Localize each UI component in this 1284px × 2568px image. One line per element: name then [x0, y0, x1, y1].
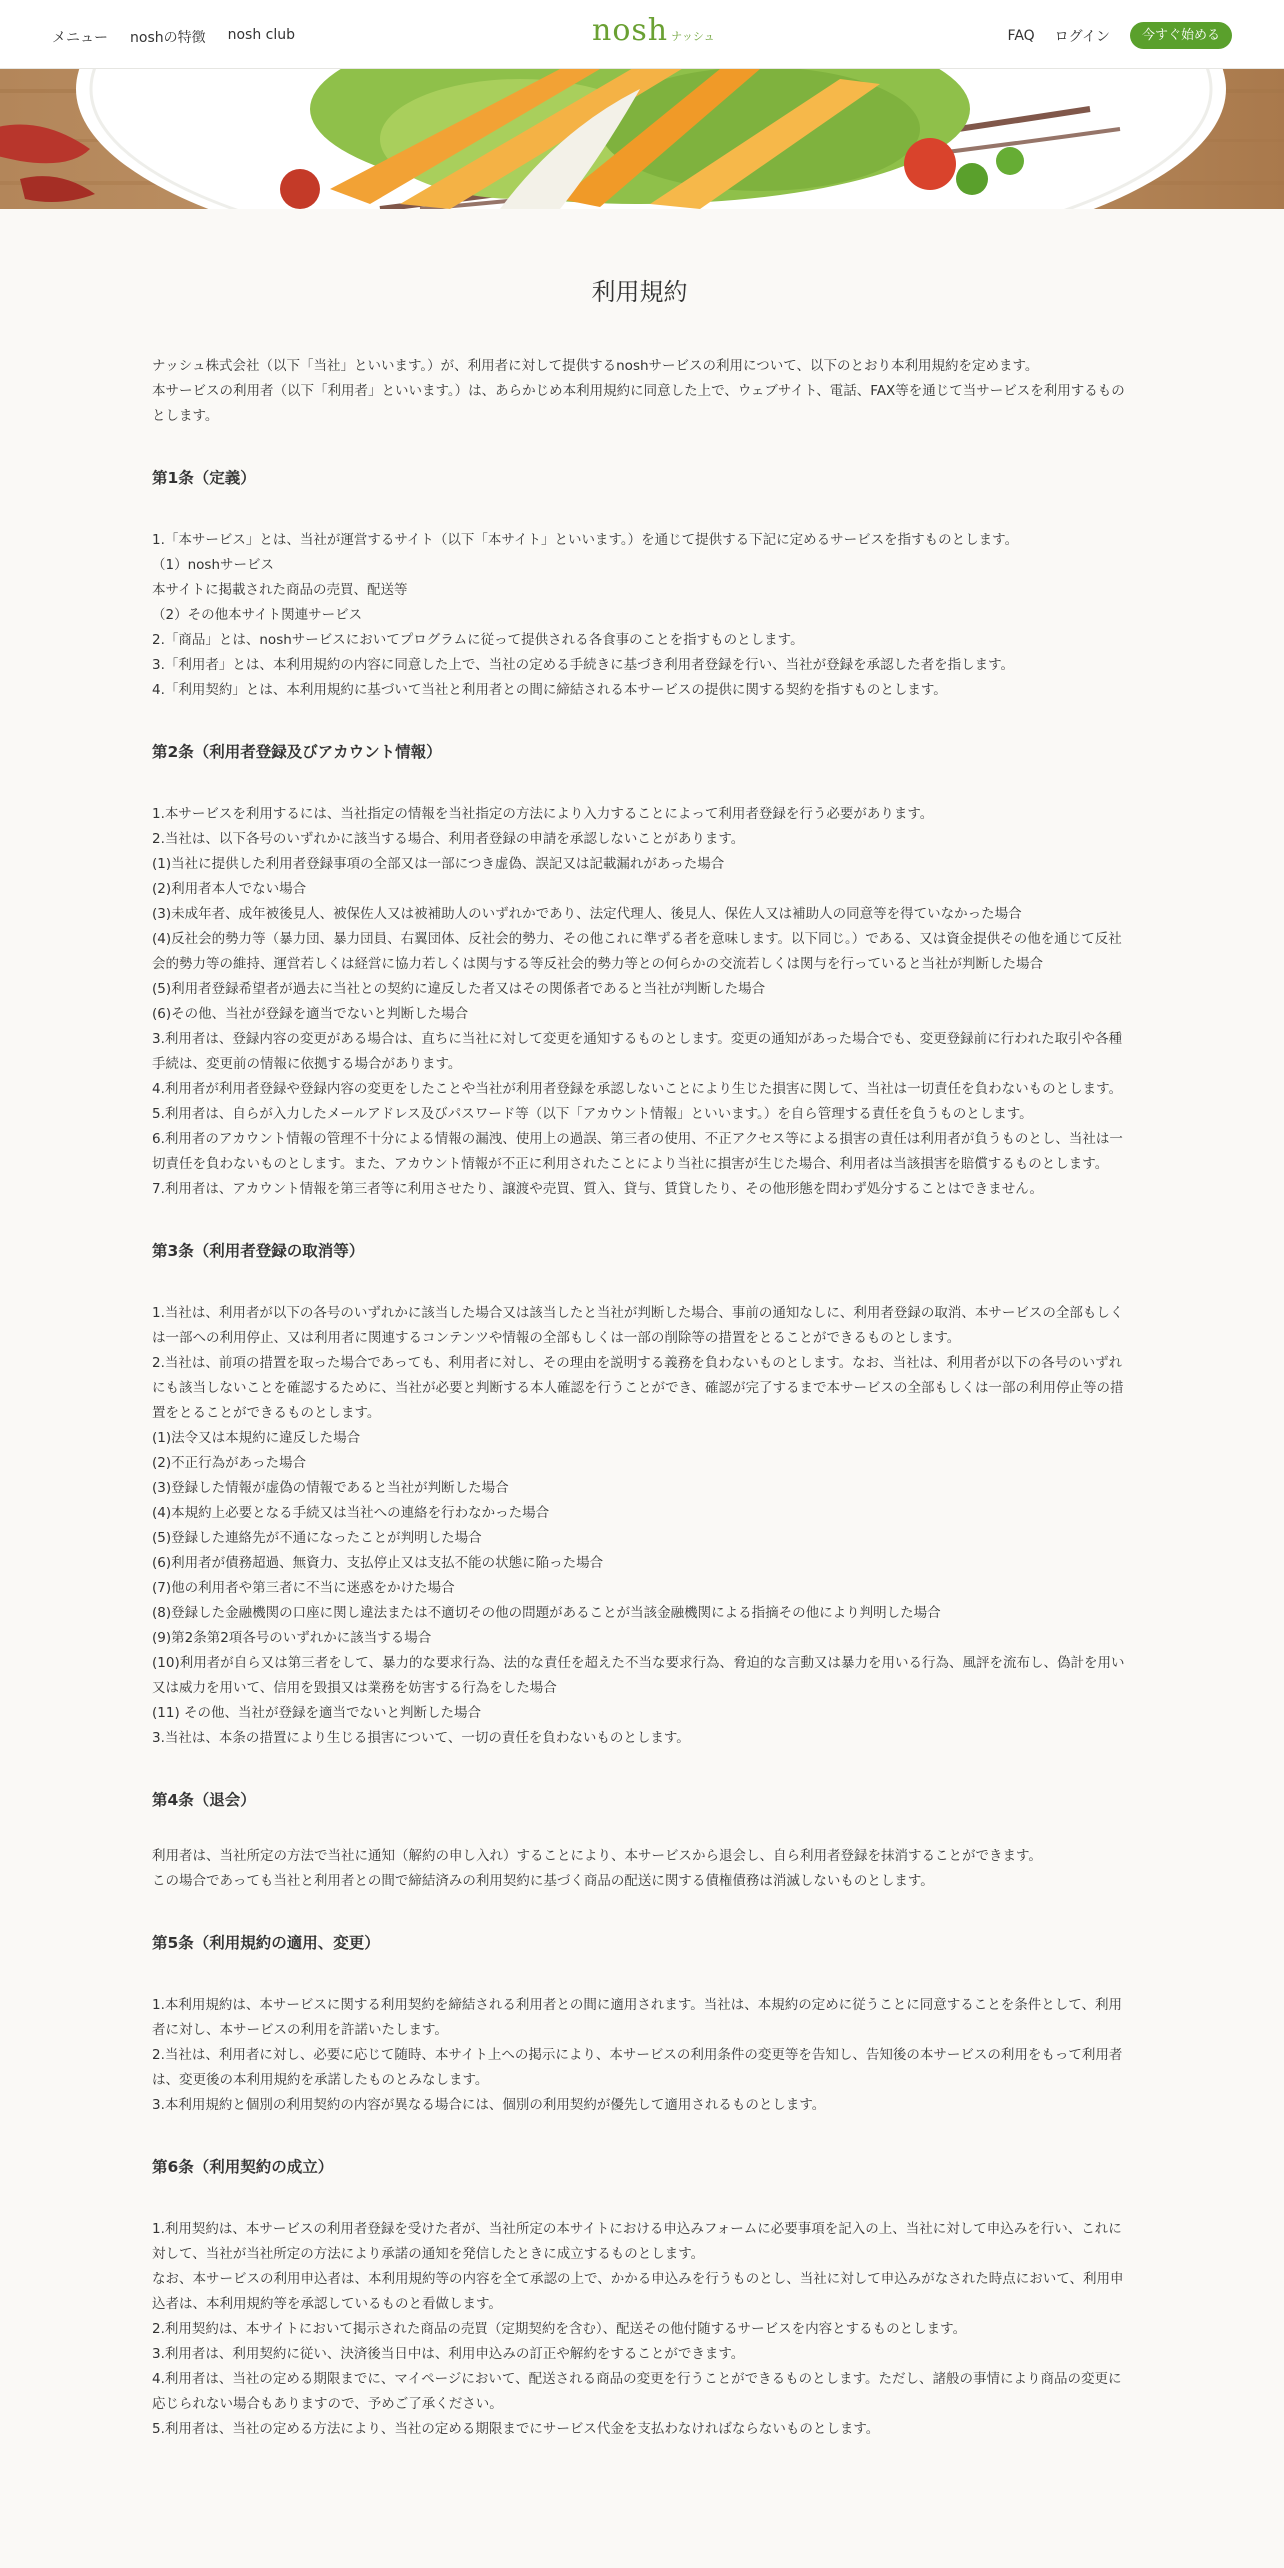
hero-banner-image [0, 69, 1284, 209]
article-3-title: 第3条（利用者登録の取消等） [152, 1242, 365, 1260]
page-title: 利用規約 [591, 278, 688, 306]
article-line: なお、本サービスの利用申込者は、本利用規約等の内容を全て承認の上で、かかる申込みを行うものとし、当社に対して申込みがなされた時点において、利用申込者は、本利用規約等を承認しているものと看做します。 [152, 2271, 1124, 2312]
header-nav-right [1008, 22, 1232, 49]
article-line: 3.利用者は、登録内容の変更がある場合は、直ちに当社に対して変更を通知するものとします。変更の通知があった場合でも、変更登録前に行われた取引や各種手続は、変更前の情報に依拠する場合があります。 [152, 1031, 1123, 1072]
article-line: 1.本利用規約は、本サービスに関する利用契約を締結される利用者との間に適用されます。当社は、本規約の定めに従うことに同意することを条件として、利用者に対し、本サービスの利用を許諾いたします。 [152, 1997, 1123, 2038]
article-line: 4.利用者は、当社の定める期限までに、マイページにおいて、配送される商品の変更を行うことができるものとします。ただし、諸般の事情により商品の変更に応じられない場合もありますので、予めご了承ください。 [152, 2371, 1122, 2412]
article-line: (1)当社に提供した利用者登録事項の全部又は一部につき虚偽、誤記又は記載漏れがあった場合 [152, 856, 725, 872]
nosh-logo[interactable] [592, 13, 715, 48]
article-line: (8)登録した金融機関の口座に関し違法または不適切その他の問題があることが当該金融機関による指摘その他により判明した場合 [152, 1605, 941, 1621]
article-line: (4)反社会的勢力等（暴力団、暴力団員、右翼団体、反社会的勢力、その他これに準ずる者を意味します。以下同じ。）である、又は資金提供その他を通じて反社会的勢力等の維持、運営若しくは経営に協力若しくは関与する等反社会的勢力等との何らかの交流若しくは関与を行っていると当社が判断した場合 [152, 931, 1122, 972]
article-line: 3.当社は、本条の措置により生じる損害について、一切の責任を負わないものとします。 [152, 1730, 690, 1746]
faq-link[interactable]: FAQ [1007, 27, 1035, 44]
article-line: 4.利用者が利用者登録や登録内容の変更をしたことや当社が利用者登録を承認しないことにより生じた損害に関して、当社は一切責任を負わないものとします。 [152, 1081, 1123, 1097]
article-line: 2.当社は、前項の措置を取った場合であっても、利用者に対し、その理由を説明する義務を負わないものとします。なお、当社は、利用者が以下の各号のいずれにも該当しないことを確認するために、当社が必要と判断する本人確認を行うことができ、確認が完了するまで本サービスの全部もしくは一部の利用停止等の措置をとることができるものとします。 [152, 1355, 1124, 1421]
article-line: (6)利用者が債務超過、無資力、支払停止又は支払不能の状態に陥った場合 [152, 1555, 604, 1571]
article-line: （2）その他本サイト関連サービス [152, 607, 363, 623]
article-line: 1.本サービスを利用するには、当社指定の情報を当社指定の方法により入力することによって利用者登録を行う必要があります。 [152, 806, 934, 822]
article-line: 1.「本サービス」とは、当社が運営するサイト（以下「本サイト」といいます。）を通じて提供する下記に定めるサービスを指すものとします。 [152, 532, 1019, 548]
article-6-body [152, 2217, 1127, 2442]
article-line: 5.利用者は、当社の定める方法により、当社の定める期限までにサービス代金を支払わなければならないものとします。 [152, 2421, 880, 2437]
article-1-title: 第1条（定義） [152, 469, 256, 487]
article-line: 7.利用者は、アカウント情報を第三者等に利用させたり、譲渡や売買、質入、貸与、賃貸したり、その他形態を問わず処分することはできません。 [152, 1181, 1044, 1197]
article-line: 4.「利用契約」とは、本利用規約に基づいて当社と利用者との間に締結される本サービスの提供に関する契約を指すものとします。 [152, 682, 947, 698]
logo-katakana: ナッシュ [671, 30, 715, 43]
article-line: 利用者は、当社所定の方法で当社に通知（解約の申し入れ）することにより、本サービスから退会し、自ら利用者登録を抹消することができます。 [152, 1848, 1042, 1864]
article-line: (1)法令又は本規約に違反した場合 [152, 1430, 361, 1446]
article-line: (2)不正行為があった場合 [152, 1455, 306, 1471]
header-nav-left [52, 27, 295, 47]
nosh-club-link[interactable]: nosh club [227, 27, 296, 43]
article-line: 3.利用者は、利用契約に従い、決済後当日中は、利用申込みの訂正や解約をすることができます。 [152, 2346, 745, 2362]
menu-link[interactable]: メニュー [52, 30, 108, 46]
article-line: (9)第2条第2項各号のいずれかに該当する場合 [152, 1630, 432, 1646]
terms-content [152, 275, 1127, 2442]
article-line: 2.当社は、利用者に対し、必要に応じて随時、本サイト上への掲示により、本サービスの利用条件の変更等を告知し、告知後の本サービスの利用をもって利用者は、変更後の本利用規約を承諾したものとみなします。 [152, 2047, 1123, 2088]
article-line: (3)未成年者、成年被後見人、被保佐人又は被補助人のいずれかであり、法定代理人、後見人、保佐人又は補助人の同意等を得ていなかった場合 [152, 906, 1022, 922]
article-line: 1.利用契約は、本サービスの利用者登録を受けた者が、当社所定の本サイトにおける申込みフォームに必要事項を記入の上、当社に対して申込みを行い、これに対して、当社が当社所定の方法により承諾の通知を発信したときに成立するものとします。 [152, 2221, 1122, 2262]
article-5-body [152, 1993, 1127, 2118]
start-now-button[interactable]: 今すぐ始める [1130, 22, 1232, 49]
intro-text [152, 354, 1127, 429]
article-line: 6.利用者のアカウント情報の管理不十分による情報の漏洩、使用上の過誤、第三者の使用、不正アクセス等による損害の責任は利用者が負うものとし、当社は一切責任を負わないものとします。また、アカウント情報が不正に利用されたことにより当社に損害が生じた場合、利用者は当該損害を賠償するものとします。 [152, 1131, 1123, 1172]
article-line: 本サイトに掲載された商品の売買、配送等 [152, 582, 408, 598]
article-5-title: 第5条（利用規約の適用、変更） [152, 1934, 380, 1952]
intro-line: 本サービスの利用者（以下「利用者」といいます。）は、あらかじめ本利用規約に同意した上で、ウェブサイト、電話、FAX等を通じて当サービスを利用するものとします。 [152, 383, 1125, 424]
article-line: (7)他の利用者や第三者に不当に迷惑をかけた場合 [152, 1580, 455, 1596]
article-2-body [152, 802, 1127, 1202]
article-6-title: 第6条（利用契約の成立） [152, 2158, 334, 2176]
article-line: 2.利用契約は、本サイトにおいて掲示された商品の売買（定期契約を含む）、配送その他付随するサービスを内容とするものとします。 [152, 2321, 967, 2337]
article-line: (10)利用者が自ら又は第三者をして、暴力的な要求行為、法的な責任を超えた不当な要求行為、脅迫的な言動又は暴力を用いる行為、風評を流布し、偽計を用い又は威力を用いて、信用を毀損又は業務を妨害する行為をした場合 [152, 1655, 1125, 1696]
site-header [0, 0, 1284, 69]
article-line: (6)その他、当社が登録を適当でないと判断した場合 [152, 1006, 469, 1022]
article-line: 3.本利用規約と個別の利用契約の内容が異なる場合には、個別の利用契約が優先して適用されるものとします。 [152, 2097, 826, 2113]
article-line: (2)利用者本人でない場合 [152, 881, 307, 897]
article-line: 5.利用者は、自らが入力したメールアドレス及びパスワード等（以下「アカウント情報」といいます。）を自ら管理する責任を負うものとします。 [152, 1106, 1033, 1122]
article-line: (3)登録した情報が虚偽の情報であると当社が判断した場合 [152, 1480, 509, 1496]
article-line: (11) その他、当社が登録を適当でないと判断した場合 [152, 1705, 482, 1721]
article-line: この場合であっても当社と利用者との間で締結済みの利用契約に基づく商品の配送に関する債権債務は消滅しないものとします。 [152, 1873, 934, 1889]
article-2-title: 第2条（利用者登録及びアカウント情報） [152, 743, 442, 761]
logo-wordmark: nosh [592, 13, 669, 48]
article-4-body [152, 1844, 1127, 1894]
article-line: (5)登録した連絡先が不通になったことが判明した場合 [152, 1530, 482, 1546]
login-link[interactable]: ログイン [1054, 28, 1110, 45]
article-line: 1.当社は、利用者が以下の各号のいずれかに該当した場合又は該当したと当社が判断した場合、事前の通知なしに、利用者登録の取消、本サービスの全部もしくは一部への利用停止、又は利用者に関連するコンテンツや情報の全部もしくは一部の削除等の措置をとることができるものとします。 [152, 1305, 1124, 1346]
article-4-title: 第4条（退会） [152, 1791, 256, 1809]
intro-line: ナッシュ株式会社（以下「当社」といいます。）が、利用者に対して提供するnoshサービスの利用について、以下のとおり本利用規約を定めます。 [152, 358, 1039, 374]
article-1-body [152, 528, 1127, 703]
article-3-body [152, 1301, 1127, 1751]
article-line: 2.当社は、以下各号のいずれかに該当する場合、利用者登録の申請を承認しないことがあります。 [152, 831, 745, 847]
article-line: 3.「利用者」とは、本利用規約の内容に同意した上で、当社の定める手続きに基づき利用者登録を行い、当社が登録を承認した者を指します。 [152, 657, 1015, 673]
article-line: (4)本規約上必要となる手続又は当社への連絡を行わなかった場合 [152, 1505, 550, 1521]
article-line: 2.「商品」とは、noshサービスにおいてプログラムに従って提供される各食事のことを指すものとします。 [152, 632, 804, 648]
article-line: （1）noshサービス [152, 557, 274, 573]
article-line: (5)利用者登録希望者が過去に当社との契約に違反した者又はその関係者であると当社が判断した場合 [152, 981, 766, 997]
features-link[interactable]: noshの特徴 [130, 30, 206, 46]
